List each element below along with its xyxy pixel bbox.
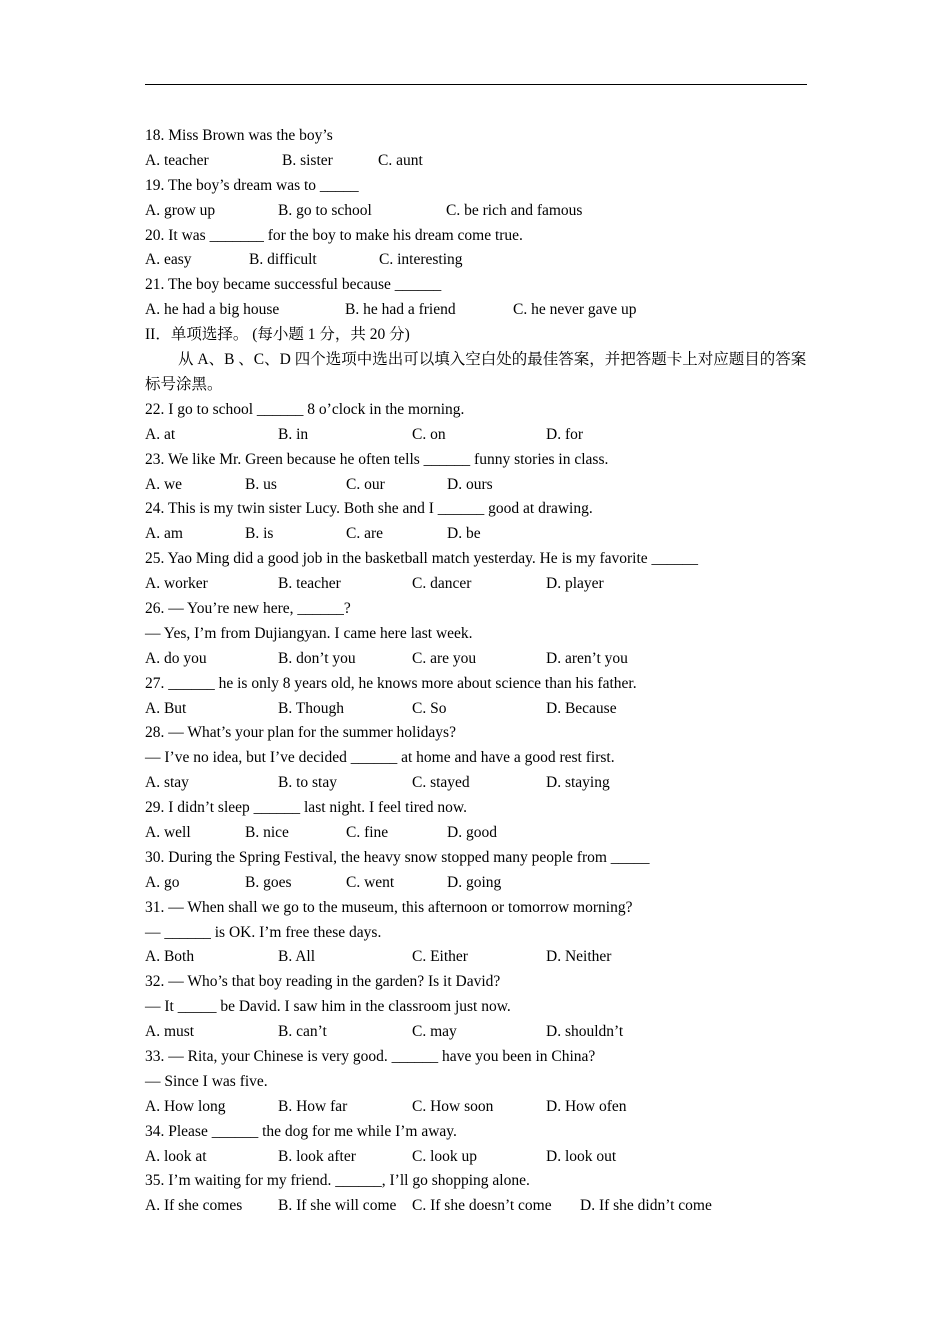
options-row xyxy=(145,945,810,970)
option: C. If she doesn’t come xyxy=(412,1197,552,1215)
option: D. ours xyxy=(447,475,493,493)
options-row xyxy=(145,199,810,224)
question-stem: 26. — You’re new here, ______? xyxy=(145,599,351,617)
option: C. How soon xyxy=(412,1097,494,1115)
question-stem: 35. I’m waiting for my friend. ______, I’ll go shopping alone. xyxy=(145,1172,530,1190)
option: A. well xyxy=(145,823,191,841)
option: B. in xyxy=(278,425,309,443)
question-stem: 28. — What’s your plan for the summer holidays? xyxy=(145,724,456,742)
option: D. Because xyxy=(546,699,617,717)
question-stem: 20. It was _______ for the boy to make his dream come true. xyxy=(145,226,523,244)
question-22 xyxy=(145,398,810,448)
option: C. went xyxy=(346,873,395,891)
question-stem: 29. I didn’t sleep ______ last night. I feel tired now. xyxy=(145,799,467,817)
option: C. on xyxy=(412,425,446,443)
option: A. easy xyxy=(145,251,192,269)
option: D. Neither xyxy=(546,948,612,966)
question-34 xyxy=(145,1120,810,1170)
question-35 xyxy=(145,1169,810,1219)
question-list xyxy=(145,398,810,1219)
option: C. Either xyxy=(412,948,468,966)
dialogue-line: — Yes, I’m from Dujiangyan. I came here last week. xyxy=(145,624,473,642)
option: A. But xyxy=(145,699,187,717)
option: A. Both xyxy=(145,948,195,966)
question-stem: 21. The boy became successful because ______ xyxy=(145,276,442,294)
question-29 xyxy=(145,796,810,846)
question-28 xyxy=(145,721,810,796)
options-row xyxy=(145,423,810,448)
options-row xyxy=(145,149,810,174)
options-row xyxy=(145,298,810,323)
question-31 xyxy=(145,896,810,971)
option: A. must xyxy=(145,1023,195,1041)
option: A. How long xyxy=(145,1097,226,1115)
question-stem: 22. I go to school ______ 8 o’clock in the morning. xyxy=(145,400,465,418)
option: D. good xyxy=(447,823,497,841)
options-row xyxy=(145,1020,810,1045)
options-row xyxy=(145,522,810,547)
question-stem: 31. — When shall we go to the museum, this afternoon or tomorrow morning? xyxy=(145,898,633,916)
option: B. Though xyxy=(278,699,345,717)
options-row xyxy=(145,1194,810,1219)
option: C. are you xyxy=(412,649,477,667)
question-19 xyxy=(145,174,810,224)
option: C. dancer xyxy=(412,575,472,593)
section-heading: II．单项选择。 (每小题 1 分，共 20 分) xyxy=(145,326,410,344)
option: B. If she will come xyxy=(278,1197,397,1215)
options-row xyxy=(145,1145,810,1170)
question-stem: 32. — Who’s that boy reading in the garden? Is it David? xyxy=(145,973,501,991)
dialogue-line: — It _____ be David. I saw him in the classroom just now. xyxy=(145,998,511,1016)
option: C. our xyxy=(346,475,385,493)
option: A. go xyxy=(145,873,180,891)
option: C. look up xyxy=(412,1147,478,1165)
question-32 xyxy=(145,970,810,1045)
option: C. stayed xyxy=(412,774,470,792)
option: B. goes xyxy=(245,873,292,891)
options-row xyxy=(145,1095,810,1120)
options-row xyxy=(145,248,810,273)
option: C. interesting xyxy=(379,251,463,269)
option: A. look at xyxy=(145,1147,207,1165)
option: B. is xyxy=(245,525,274,543)
question-stem: 24. This is my twin sister Lucy. Both she and I ______ good at drawing. xyxy=(145,500,593,518)
option: C. he never gave up xyxy=(513,301,637,319)
exam-content xyxy=(145,124,810,1219)
options-row xyxy=(145,647,810,672)
options-row xyxy=(145,697,810,722)
option: B. can’t xyxy=(278,1023,327,1041)
option: B. us xyxy=(245,475,277,493)
question-33 xyxy=(145,1045,810,1120)
question-26 xyxy=(145,597,810,672)
question-stem: 30. During the Spring Festival, the heavy snow stopped many people from _____ xyxy=(145,848,650,866)
question-stem: 27. ______ he is only 8 years old, he knows more about science than his father. xyxy=(145,674,637,692)
dialogue-line: — I’ve no idea, but I’ve decided ______ at home and have a good rest first. xyxy=(145,749,615,767)
option: D. look out xyxy=(546,1147,617,1165)
question-20 xyxy=(145,224,810,274)
option: D. If she didn’t come xyxy=(580,1197,712,1215)
option: C. fine xyxy=(346,823,389,841)
option: C. may xyxy=(412,1023,457,1041)
option: B. to stay xyxy=(278,774,337,792)
header-rule xyxy=(145,84,807,85)
option: A. worker xyxy=(145,575,208,593)
question-stem: 23. We like Mr. Green because he often tells ______ funny stories in class. xyxy=(145,450,609,468)
question-24 xyxy=(145,497,810,547)
question-25 xyxy=(145,547,810,597)
option: A. we xyxy=(145,475,183,493)
option: B. don’t you xyxy=(278,649,356,667)
option: C. So xyxy=(412,699,447,717)
option: B. nice xyxy=(245,823,289,841)
options-row xyxy=(145,771,810,796)
options-row xyxy=(145,821,810,846)
option: A. grow up xyxy=(145,201,216,219)
option: A. If she comes xyxy=(145,1197,243,1215)
option: B. look after xyxy=(278,1147,356,1165)
option: D. staying xyxy=(546,774,610,792)
option: D. How ofen xyxy=(546,1097,627,1115)
option: D. shouldn’t xyxy=(546,1023,624,1041)
question-stem: 25. Yao Ming did a good job in the basketball match yesterday. He is my favorite ______ xyxy=(145,550,699,568)
option: A. stay xyxy=(145,774,189,792)
option: B. go to school xyxy=(278,201,372,219)
question-stem: 33. — Rita, your Chinese is very good. ______ have you been in China? xyxy=(145,1047,596,1065)
question-18 xyxy=(145,124,810,174)
option: B. he had a friend xyxy=(345,301,456,319)
question-stem: 19. The boy’s dream was to _____ xyxy=(145,176,359,194)
dialogue-line: — ______ is OK. I’m free these days. xyxy=(145,923,382,941)
option: A. do you xyxy=(145,649,207,667)
option: B. All xyxy=(278,948,316,966)
option: D. for xyxy=(546,425,584,443)
option: C. are xyxy=(346,525,384,543)
option: D. be xyxy=(447,525,481,543)
option: B. sister xyxy=(282,151,333,169)
option: A. am xyxy=(145,525,183,543)
question-23 xyxy=(145,448,810,498)
option: D. player xyxy=(546,575,604,593)
options-row xyxy=(145,572,810,597)
option: B. How far xyxy=(278,1097,348,1115)
option: C. aunt xyxy=(378,151,423,169)
option: B. difficult xyxy=(249,251,317,269)
question-21 xyxy=(145,273,810,323)
option: A. he had a big house xyxy=(145,301,280,319)
dialogue-line: — Since I was five. xyxy=(145,1072,268,1090)
option: D. aren’t you xyxy=(546,649,628,667)
option: C. be rich and famous xyxy=(446,201,583,219)
question-stem: 18. Miss Brown was the boy’s xyxy=(145,127,333,144)
option: D. going xyxy=(447,873,502,891)
question-30 xyxy=(145,846,810,896)
option: A. at xyxy=(145,425,176,443)
section-instruction: 从 A、B 、C、D 四个选项中选出可以填入空白处的最佳答案，并把答题卡上对应题目的答案标号涂黑。 xyxy=(145,351,807,393)
options-row xyxy=(145,473,810,498)
option: B. teacher xyxy=(278,575,341,593)
options-row xyxy=(145,871,810,896)
question-stem: 34. Please ______ the dog for me while I’m away. xyxy=(145,1122,457,1140)
option: A. teacher xyxy=(145,151,209,169)
question-27 xyxy=(145,672,810,722)
